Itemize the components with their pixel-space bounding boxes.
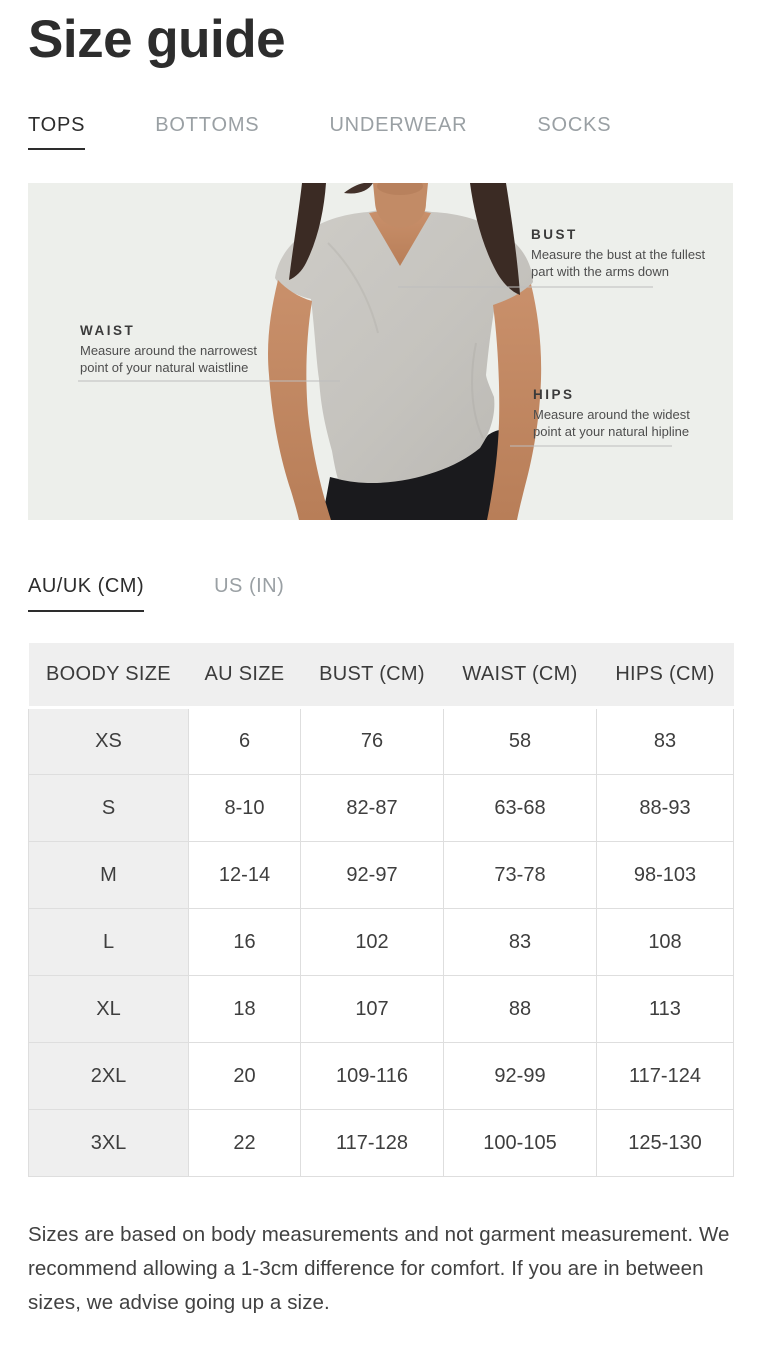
table-cell: 125-130	[597, 1110, 734, 1177]
bust-description-line1: Measure the bust at the fullest	[531, 246, 706, 262]
table-cell: 83	[444, 909, 597, 976]
table-cell: S	[29, 775, 189, 842]
table-cell: XL	[29, 976, 189, 1043]
column-header-bust: BUST (CM)	[301, 643, 444, 708]
tab-underwear[interactable]: UNDERWEAR	[329, 113, 468, 136]
table-cell: M	[29, 842, 189, 909]
table-cell: 82-87	[301, 775, 444, 842]
table-cell: L	[29, 909, 189, 976]
column-header-waist: WAIST (CM)	[444, 643, 597, 708]
column-header-hips: HIPS (CM)	[597, 643, 734, 708]
table-cell: 3XL	[29, 1110, 189, 1177]
table-cell: 73-78	[444, 842, 597, 909]
table-cell: 102	[301, 909, 444, 976]
table-row	[29, 708, 734, 775]
table-row	[29, 909, 734, 976]
table-cell: 22	[189, 1110, 301, 1177]
table-cell: 117-128	[301, 1110, 444, 1177]
table-cell: 12-14	[189, 842, 301, 909]
page-title: Size guide	[28, 10, 286, 69]
table-cell: 6	[189, 708, 301, 775]
table-cell: 109-116	[301, 1043, 444, 1110]
hips-description-line2: point at your natural hipline	[533, 423, 690, 439]
table-cell: 16	[189, 909, 301, 976]
table-cell: 108	[597, 909, 734, 976]
table-row	[29, 775, 734, 842]
table-cell: 92-99	[444, 1043, 597, 1110]
tab-tops[interactable]: TOPS	[28, 114, 85, 150]
bust-description-line2: part with the arms down	[531, 263, 670, 279]
tab-socks[interactable]: SOCKS	[537, 113, 612, 136]
model-photo	[28, 183, 733, 520]
size-table	[28, 643, 734, 1178]
waist-description-line2: point of your natural waistline	[80, 359, 249, 375]
table-cell: 98-103	[597, 842, 734, 909]
table-row	[29, 842, 734, 909]
tab-us-in[interactable]: US (IN)	[214, 574, 285, 597]
table-row	[29, 976, 734, 1043]
tab-bottoms[interactable]: BOTTOMS	[155, 113, 260, 136]
column-header-boody-size: BOODY SIZE	[29, 643, 189, 708]
tab-au-uk-cm[interactable]: AU/UK (CM)	[28, 575, 144, 612]
category-tabs	[28, 114, 733, 150]
column-header-au-size: AU SIZE	[189, 643, 301, 708]
hips-label: HIPS	[533, 386, 575, 402]
table-cell: 88	[444, 976, 597, 1043]
table-cell: 76	[301, 708, 444, 775]
unit-tabs	[28, 575, 733, 612]
table-cell: 107	[301, 976, 444, 1043]
table-cell: 20	[189, 1043, 301, 1110]
table-cell: 88-93	[597, 775, 734, 842]
table-cell: 63-68	[444, 775, 597, 842]
table-cell: 100-105	[444, 1110, 597, 1177]
table-cell: 83	[597, 708, 734, 775]
table-cell: 8-10	[189, 775, 301, 842]
table-cell: 117-124	[597, 1043, 734, 1110]
table-header-row	[29, 643, 734, 708]
hips-description-line1: Measure around the widest	[533, 406, 690, 422]
table-cell: 2XL	[29, 1043, 189, 1110]
table-cell: XS	[29, 708, 189, 775]
waist-label: WAIST	[80, 322, 136, 338]
table-row	[29, 1043, 734, 1110]
bust-label: BUST	[531, 226, 578, 242]
table-row	[29, 1110, 734, 1177]
sizing-disclaimer: Sizes are based on body measurements and not garment measurement. We recommend allowing a 1-3cm difference for comfort. If you are in between sizes, we advise going up a size.	[28, 1223, 730, 1315]
table-cell: 92-97	[301, 842, 444, 909]
measurement-guide-figure	[28, 183, 733, 520]
table-cell: 113	[597, 976, 734, 1043]
table-cell: 18	[189, 976, 301, 1043]
table-cell: 58	[444, 708, 597, 775]
waist-description-line1: Measure around the narrowest	[80, 342, 258, 358]
